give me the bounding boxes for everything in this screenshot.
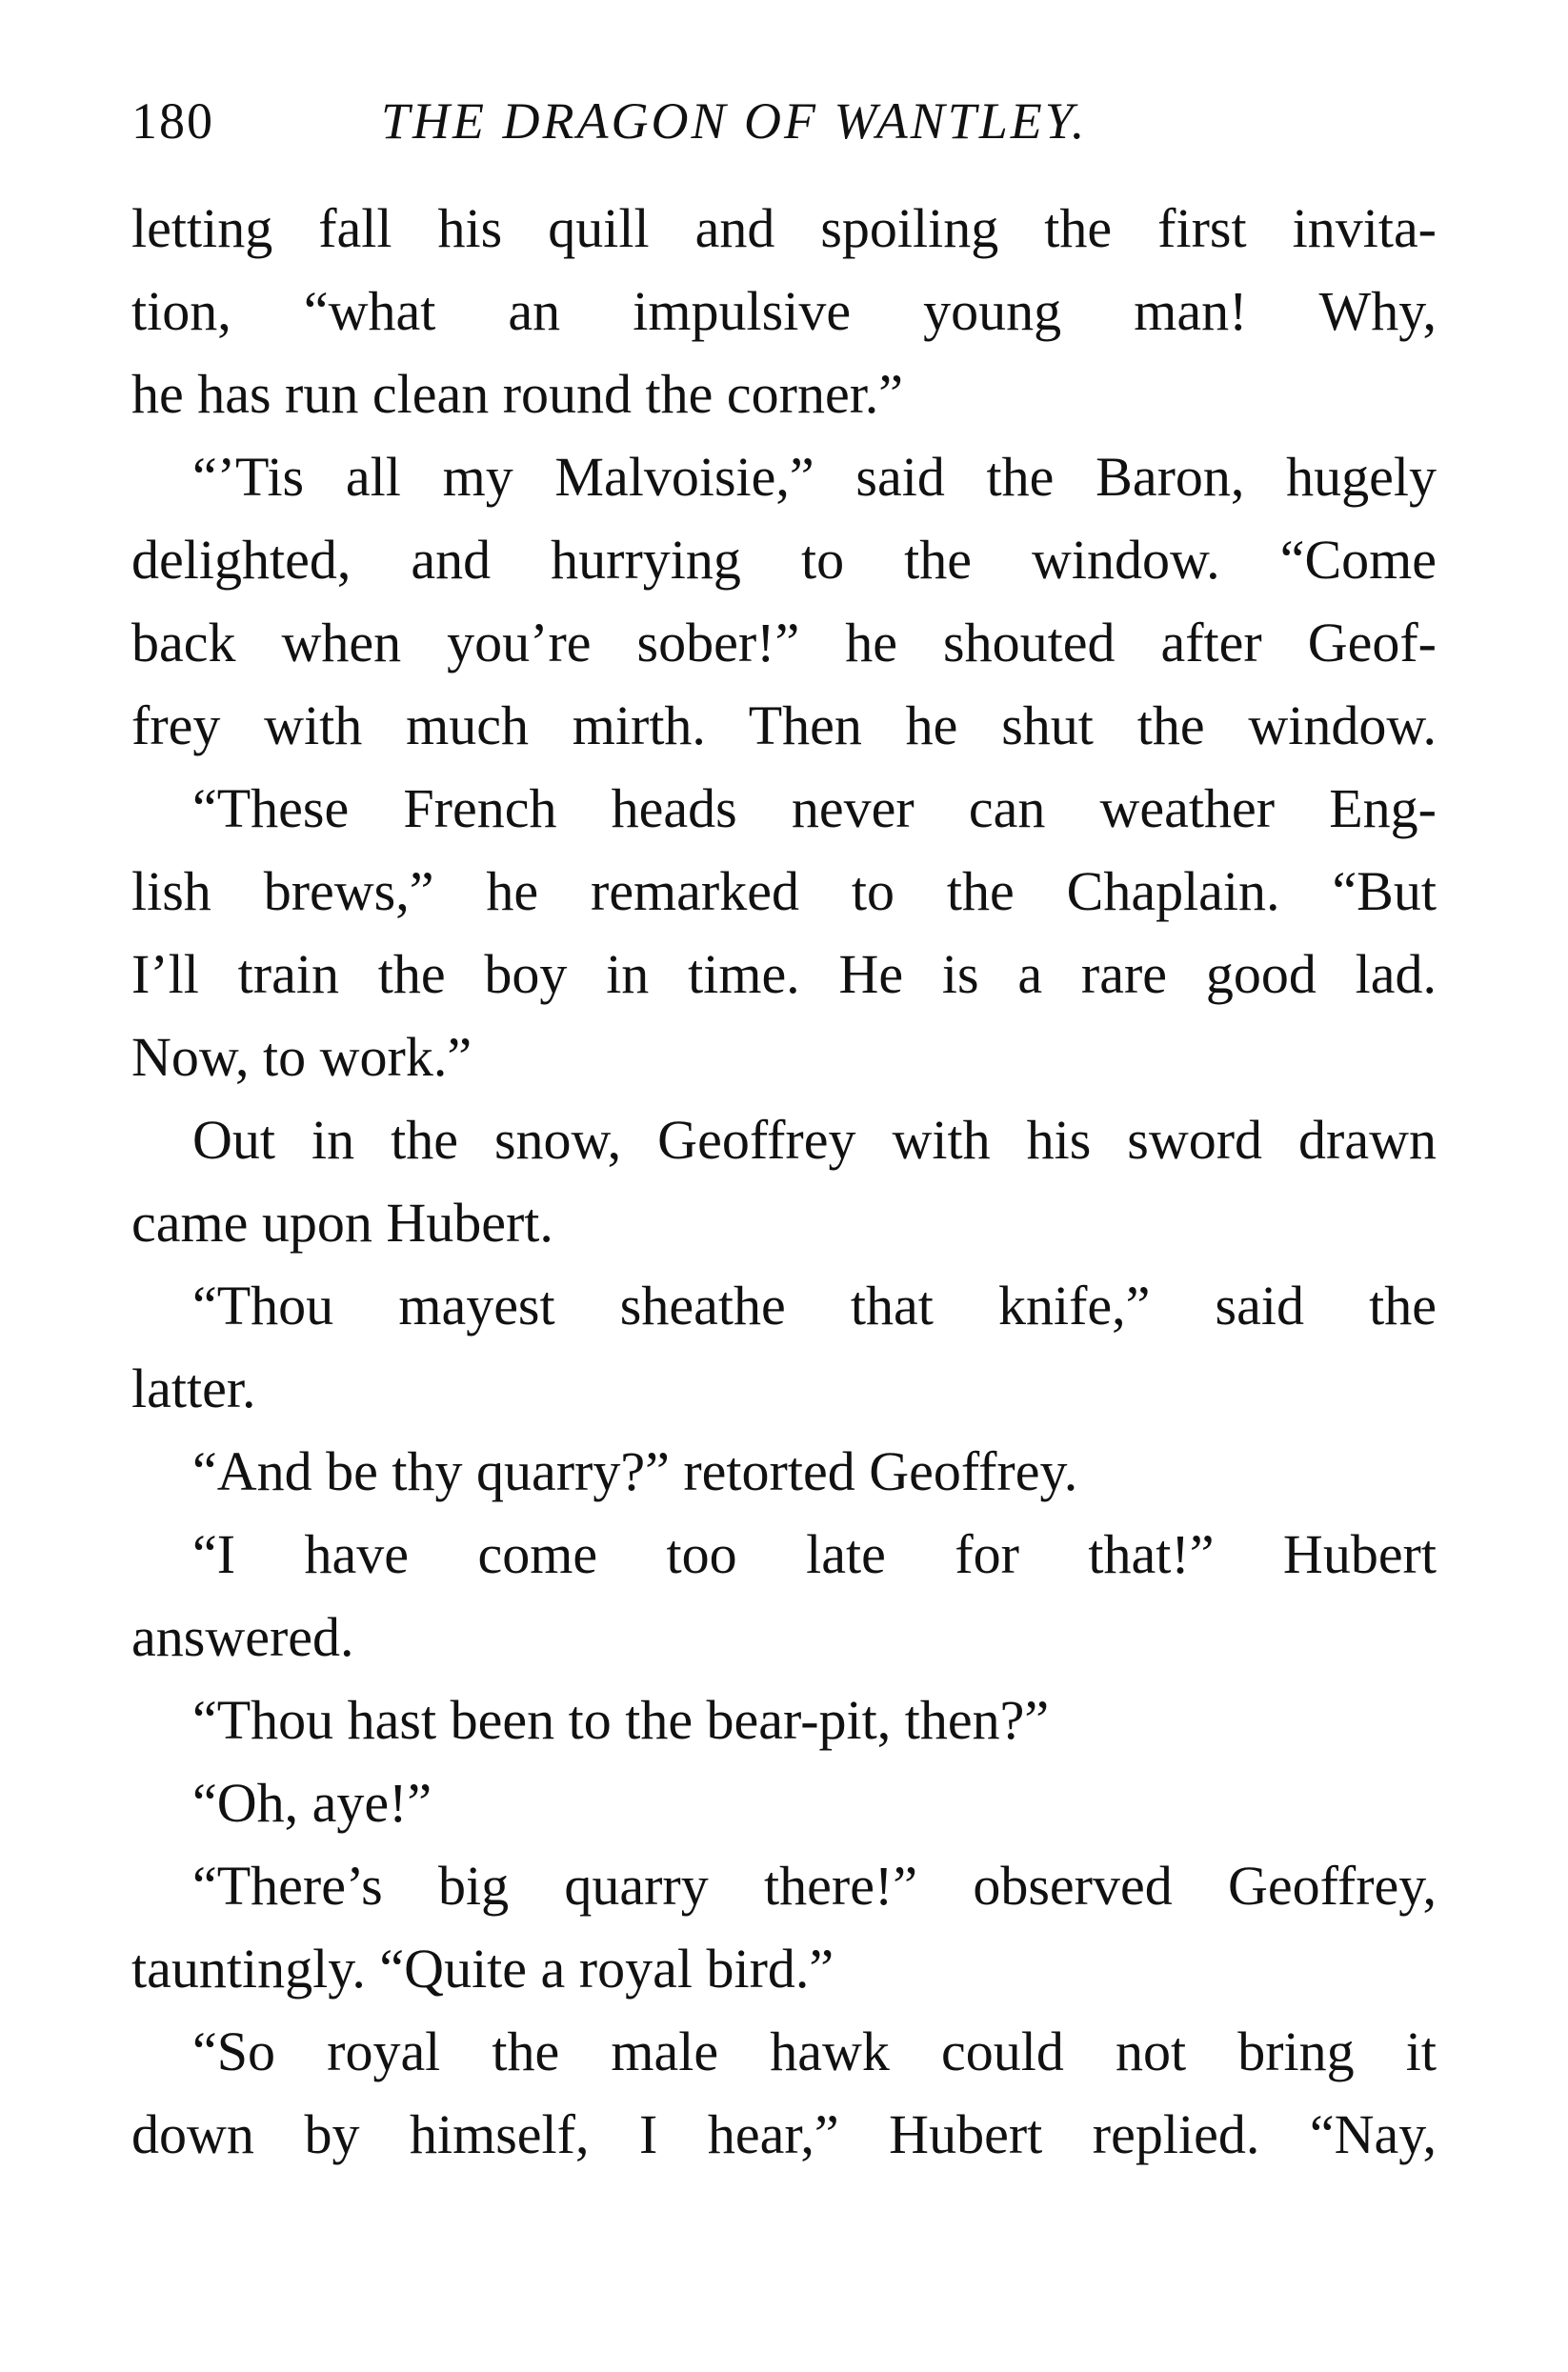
text-line: back when you’re sober!” he shouted after Geof-: [131, 612, 1437, 673]
text-line: tion, “what an impulsive young man! Why,: [131, 280, 1437, 342]
running-head: [131, 88, 1437, 154]
body-text: [131, 187, 1437, 2176]
text-line: delighted, and hurrying to the window. “Come: [131, 529, 1437, 591]
text-line: “Thou hast been to the bear-pit, then?”: [192, 1689, 1050, 1751]
text-line: Now, to work.”: [131, 1026, 472, 1088]
text-line: lish brews,” he remarked to the Chaplain. “But: [131, 860, 1437, 922]
text-line: Out in the snow, Geoffrey with his sword drawn: [192, 1109, 1437, 1171]
text-line: “There’s big quarry there!” observed Geoffrey,: [192, 1855, 1437, 1917]
text-line: frey with much mirth. Then he shut the window.: [131, 694, 1437, 756]
text-line: came upon Hubert.: [131, 1192, 553, 1254]
text-line: letting fall his quill and spoiling the first invita-: [131, 197, 1437, 259]
text-line: I’ll train the boy in time. He is a rare good lad.: [131, 943, 1437, 1005]
text-line: “So royal the male hawk could not bring it: [192, 2020, 1437, 2082]
text-line: “Oh, aye!”: [192, 1772, 432, 1834]
text-line: down by himself, I hear,” Hubert replied. “Nay,: [131, 2103, 1437, 2165]
text-line: “And be thy quarry?” retorted Geoffrey.: [192, 1440, 1078, 1502]
text-line: latter.: [131, 1357, 256, 1419]
text-line: “’Tis all my Malvoisie,” said the Baron, hugely: [192, 446, 1437, 508]
page-number: 180: [131, 92, 214, 150]
text-line: “These French heads never can weather Eng-: [192, 777, 1437, 839]
running-title: THE DRAGON OF WANTLEY.: [381, 92, 1088, 150]
text-line: tauntingly. “Quite a royal bird.”: [131, 1938, 834, 2000]
text-line: he has run clean round the corner.”: [131, 363, 904, 425]
text-line: answered.: [131, 1606, 354, 1668]
text-line: “I have come too late for that!” Hubert: [192, 1523, 1437, 1585]
text-line: “Thou mayest sheathe that knife,” said the: [192, 1275, 1437, 1337]
